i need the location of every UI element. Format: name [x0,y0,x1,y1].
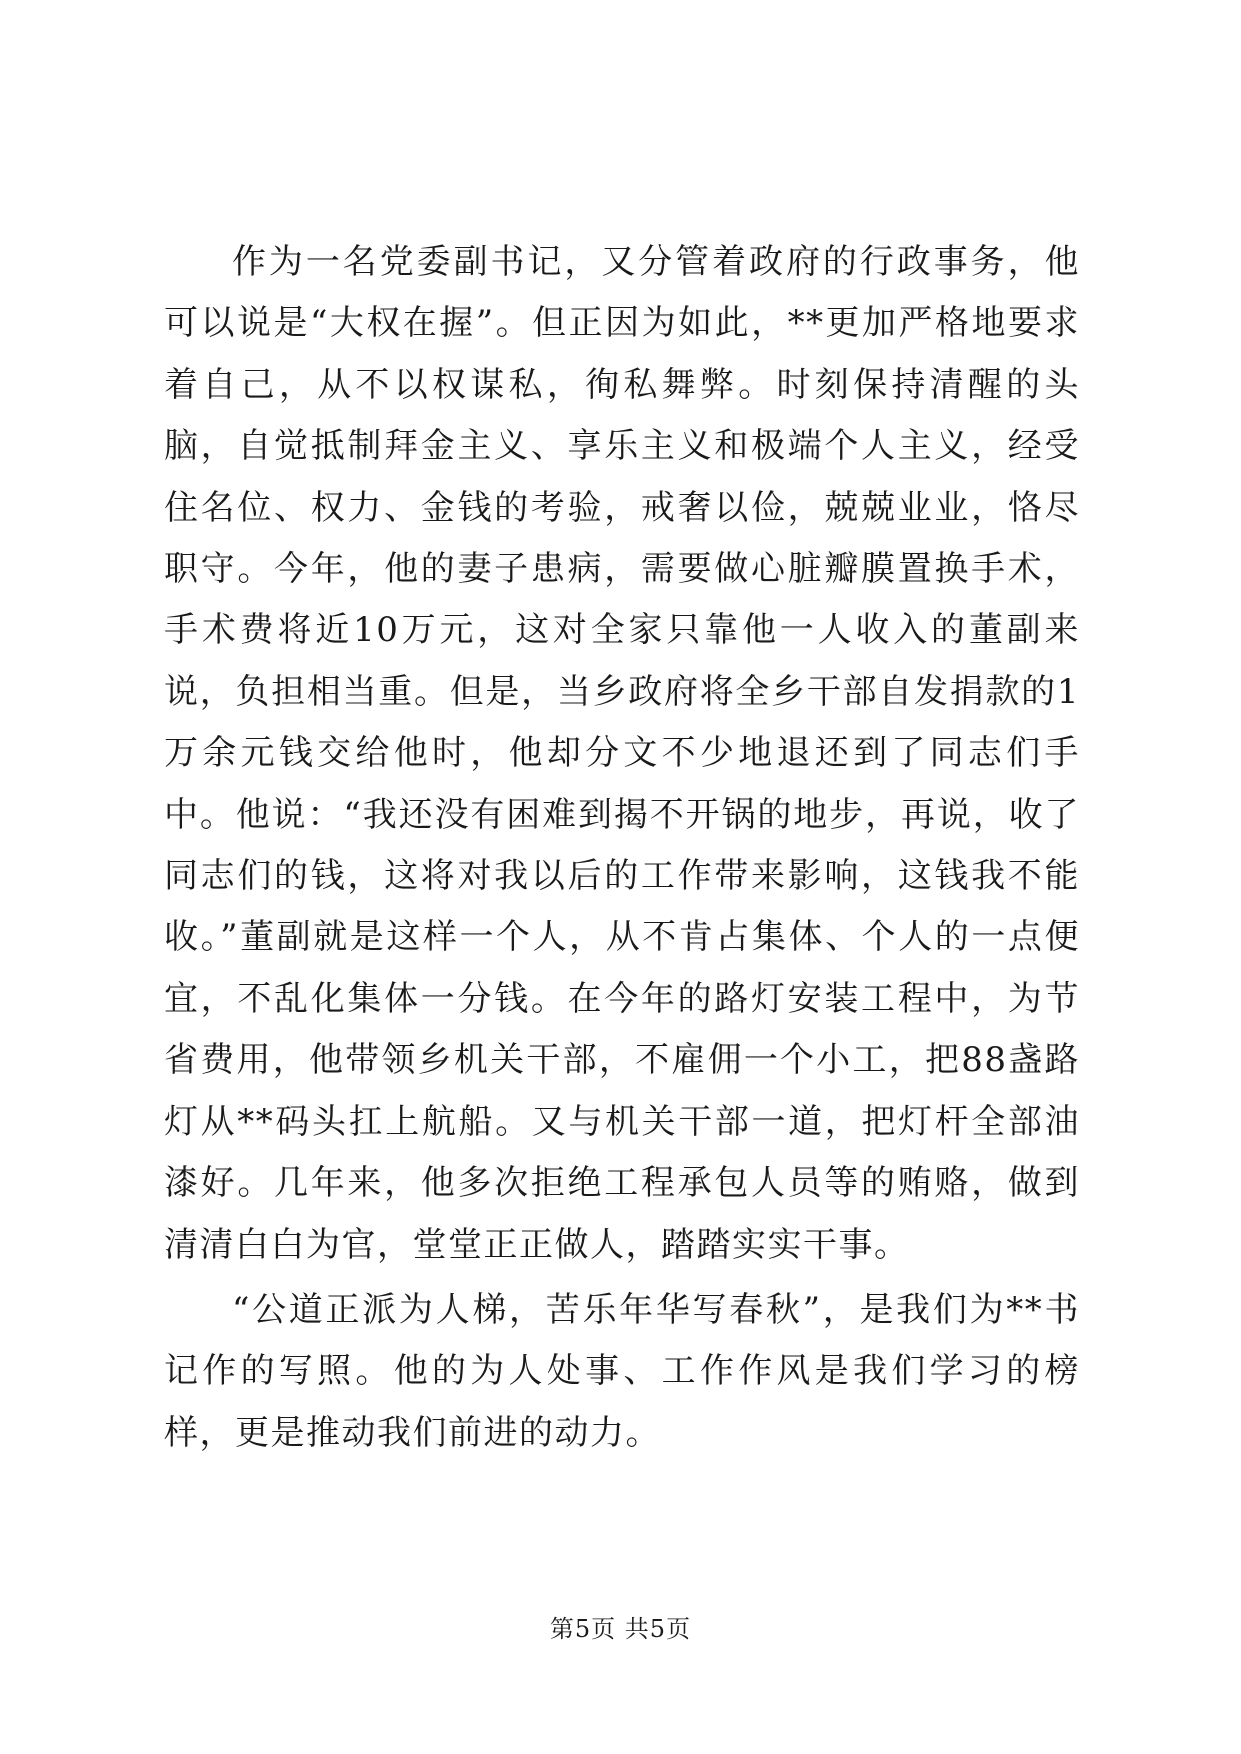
page-number-footer: 第5页 共5页 [549,1615,692,1643]
body-paragraph-2: “公道正派为人梯，苦乐年华写春秋”，是我们为**书记作的写照。他的为人处事、工作作风是我们学习的榜样，更是推动我们前进的动力。 [164,1289,1080,1453]
document-body [164,232,1080,1464]
body-paragraph-1: 作为一名党委副书记，又分管着政府的行政事务，他可以说是“大权在握”。但正因为如此，**更加严格地要求着自己，从不以权谋私，徇私舞弊。时刻保持清醒的头脑，自觉抵制拜金主义、享乐主义和极端个人主义，经受住名位、权力、金钱的考验，戒奢以俭，兢兢业业，恪尽职守。今年，他的妻子患病，需要做心脏瓣膜置换手术，手术费将近10万元，这对全家只靠他一人收入的董副来说，负担相当重。但是，当乡政府将全乡干部自发捐款的1万余元钱交给他时，他却分文不少地退还到了同志们手中。他说：“我还没有困难到揭不开锅的地步，再说，收了同志们的钱，这将对我以后的工作带来影响，这钱我不能收。”董副就是这样一个人，从不肯占集体、个人的一点便宜，不乱化集体一分钱。在今年的路灯安装工程中，为节省费用，他带领乡机关干部，不雇佣一个小工，把88盏路灯从**码头扛上航船。又与机关干部一道，把灯杆全部油漆好。几年来，他多次拒绝工程承包人员等的贿赂，做到清清白白为官，堂堂正正做人，踏踏实实干事。 [164,242,1080,1265]
